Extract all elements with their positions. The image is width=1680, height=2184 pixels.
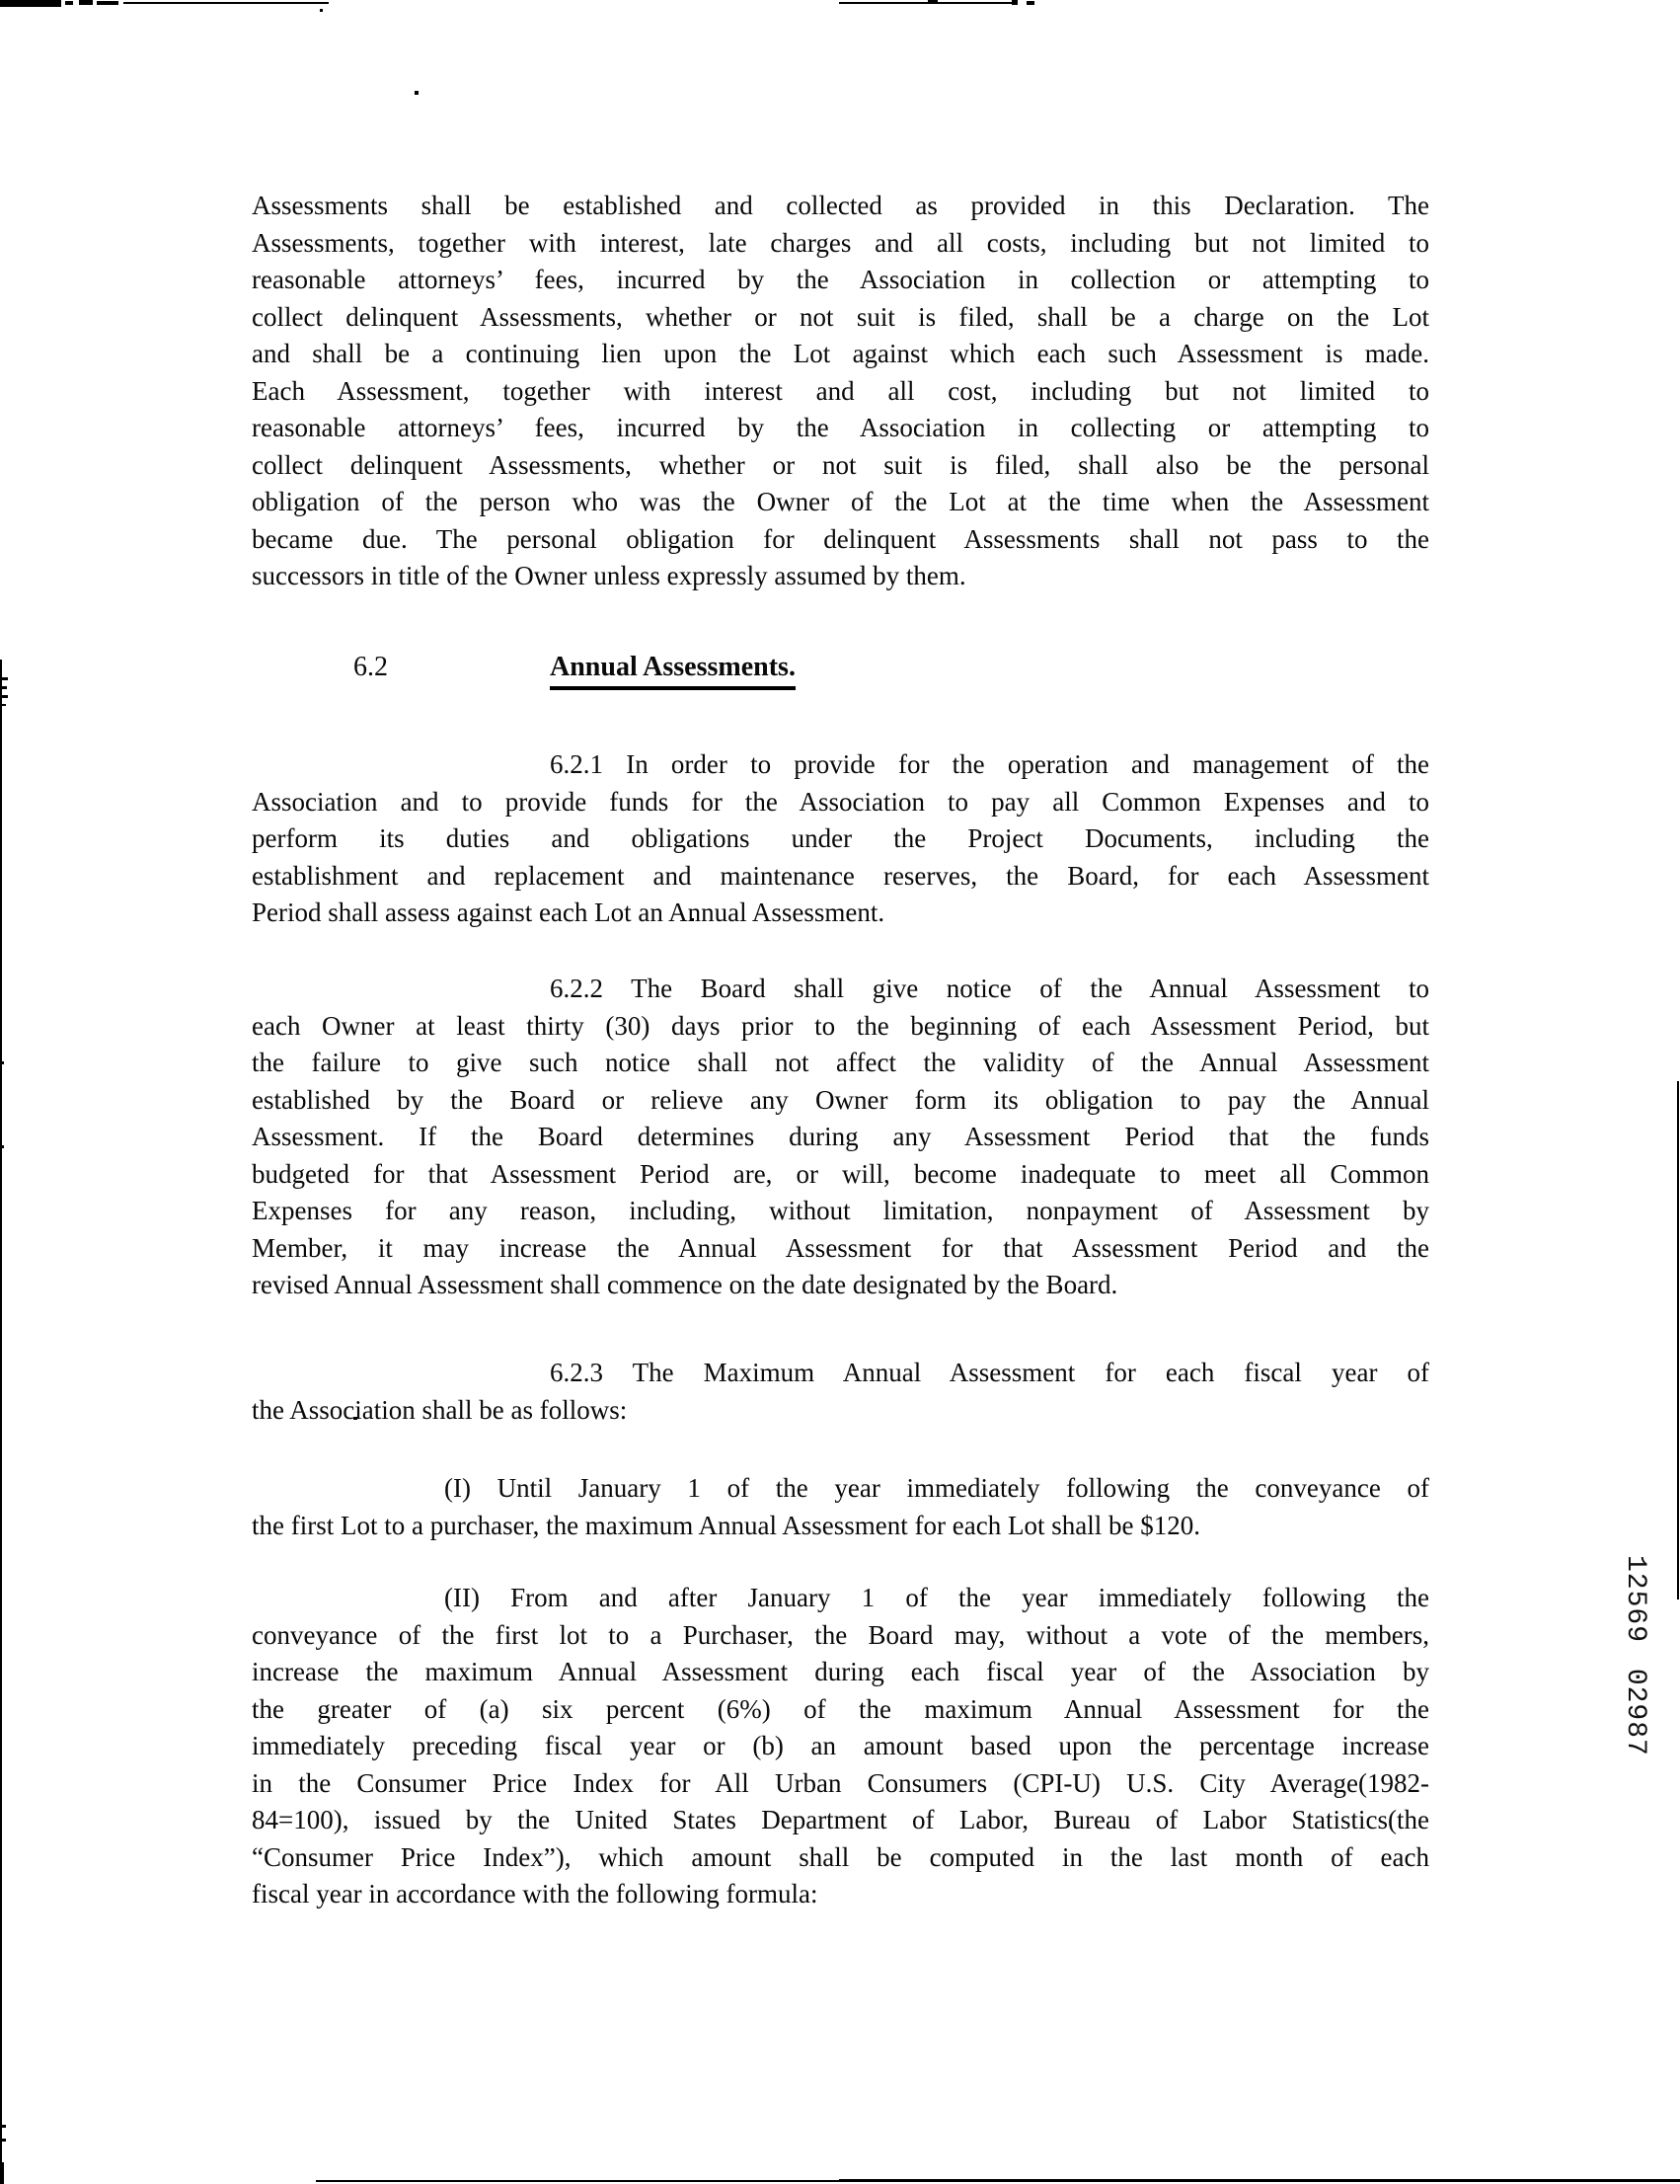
text-line: 84=100), issued by the United States Department of Labor, Bureau of Labor Statistics(the: [252, 1805, 1429, 1834]
text-line: the Association shall be as follows:: [252, 1394, 628, 1425]
scan-artifact-left-tick: [0, 677, 8, 680]
text-line: Each Assessment, together with interest and all cost, including but not limited to: [252, 375, 1429, 406]
paragraph-6-2-2: [252, 971, 1429, 1304]
text-line: Assessments shall be established and collected as provided in this Declaration. The: [252, 191, 1429, 220]
scan-artifact-speck: [415, 91, 419, 95]
section-title: Annual Assessments.: [550, 652, 796, 690]
text-line: increase the maximum Annual Assessment during each fiscal year of the Association by: [252, 1657, 1429, 1686]
paragraph-roman-i: [252, 1470, 1429, 1544]
text-line: the failure to give such notice shall not affect the validity of the Annual Assessment: [252, 1048, 1429, 1077]
scan-artifact-left-tick: [0, 2139, 6, 2142]
scan-artifact-top-dash: [928, 0, 938, 4]
text-line: budgeted for that Assessment Period are, or will, become inadequate to meet all Common: [252, 1158, 1429, 1189]
scan-artifact-left-tick: [0, 695, 8, 698]
text-line: Association and to provide funds for the Association to pay all Common Expenses and to: [252, 786, 1429, 817]
section-number: 6.2: [353, 652, 388, 682]
text-line: Assessments, together with interest, late charges and all costs, including but not limited to: [252, 227, 1429, 258]
text-line: successors in title of the Owner unless expressly assumed by them.: [252, 561, 966, 590]
text-line: immediately preceding fiscal year or (b) an amount based upon the percentage increase: [252, 1731, 1429, 1760]
scan-artifact-top-dash: [1012, 0, 1018, 5]
scan-artifact-left-line: [0, 660, 2, 2184]
scan-artifact-left-tick: [0, 686, 7, 689]
scan-artifact-speck: [320, 9, 323, 12]
text-line: 6.2.2 The Board shall give notice of the Annual Assessment to: [550, 974, 1429, 1003]
text-line: reasonable attorneys’ fees, incurred by the Association in collection or attempting to: [252, 265, 1429, 294]
text-line: Period shall assess against each Lot an Annual Assessment.: [252, 897, 885, 927]
text-line: Member, it may increase the Annual Assessment for that Assessment Period and the: [252, 1232, 1429, 1263]
scan-artifact-top-line-left: [123, 2, 329, 4]
paragraph-6-2-3: [252, 1355, 1429, 1429]
paragraph-intro: [252, 188, 1429, 595]
text-line: Assessment. If the Board determines during any Assessment Period that the funds: [252, 1122, 1429, 1151]
text-line: established by the Board or relieve any Owner form its obligation to pay the Annual: [252, 1084, 1429, 1115]
section-heading-6-2: [252, 652, 1429, 693]
scan-artifact-left-tick: [0, 1061, 4, 1064]
paragraph-roman-ii: [252, 1580, 1429, 1913]
text-line: 6.2.1 In order to provide for the operation and management of the: [550, 749, 1429, 779]
scan-artifact-top-dash: [1027, 1, 1034, 5]
text-line: conveyance of the first lot to a Purchaser, the Board may, without a vote of the members,: [252, 1619, 1429, 1650]
paragraph-6-2-1: [252, 746, 1429, 932]
text-line: the greater of (a) six percent (6%) of the maximum Annual Assessment for the: [252, 1693, 1429, 1724]
scan-artifact-top-dash: [79, 0, 93, 5]
text-line: perform its duties and obligations under the Project Documents, including the: [252, 823, 1429, 853]
scan-artifact-left-tick: [0, 2125, 6, 2128]
text-line: collect delinquent Assessments, whether or not suit is filed, shall also be the personal: [252, 449, 1429, 480]
text-line: each Owner at least thirty (30) days prior to the beginning of each Assessment Period, but: [252, 1010, 1429, 1041]
text-line: revised Annual Assessment shall commence on the date designated by the Board.: [252, 1270, 1118, 1299]
text-line: in the Consumer Price Index for All Urban Consumers (CPI-U) U.S. City Average(1982-: [252, 1767, 1429, 1798]
text-line: (II) From and after January 1 of the year immediately following the: [444, 1583, 1429, 1612]
text-line: Expenses for any reason, including, without limitation, nonpayment of Assessment by: [252, 1196, 1429, 1225]
text-line: establishment and replacement and maintenance reserves, the Board, for each Assessment: [252, 860, 1429, 891]
text-line: collect delinquent Assessments, whether or not suit is filed, shall be a charge on the Lot: [252, 301, 1429, 332]
text-line: became due. The personal obligation for delinquent Assessments shall not pass to the: [252, 523, 1429, 554]
text-line: 6.2.3 The Maximum Annual Assessment for each fiscal year of: [550, 1358, 1429, 1387]
scan-artifact-top-left-bar: [0, 0, 61, 7]
text-line: “Consumer Price Index”), which amount shall be computed in the last month of each: [252, 1841, 1429, 1872]
text-line: and shall be a continuing lien upon the Lot against which each such Assessment is made.: [252, 339, 1429, 368]
text-line: (I) Until January 1 of the year immediately following the conveyance of: [444, 1473, 1429, 1503]
text-line: obligation of the person who was the Owner of the Lot at the time when the Assessment: [252, 487, 1429, 516]
scan-artifact-top-dash: [65, 1, 73, 5]
text-line: reasonable attorneys’ fees, incurred by the Association in collecting or attempting to: [252, 413, 1429, 442]
scan-artifact-top-dash: [97, 1, 118, 5]
scan-artifact-bottom-line-thick: [839, 2179, 1680, 2182]
scan-artifact-left-bottom-bar: [0, 2162, 4, 2184]
text-line: the first Lot to a purchaser, the maximum Annual Assessment for each Lot shall be $120.: [252, 1510, 1200, 1540]
text-line: fiscal year in accordance with the following formula:: [252, 1879, 818, 1909]
scan-artifact-left-tick: [0, 1145, 4, 1148]
scan-artifact-right-line: [1677, 1081, 1679, 1599]
bates-number-stamp: 12569 02987: [1620, 1555, 1650, 1756]
scan-artifact-left-tick: [0, 704, 6, 706]
